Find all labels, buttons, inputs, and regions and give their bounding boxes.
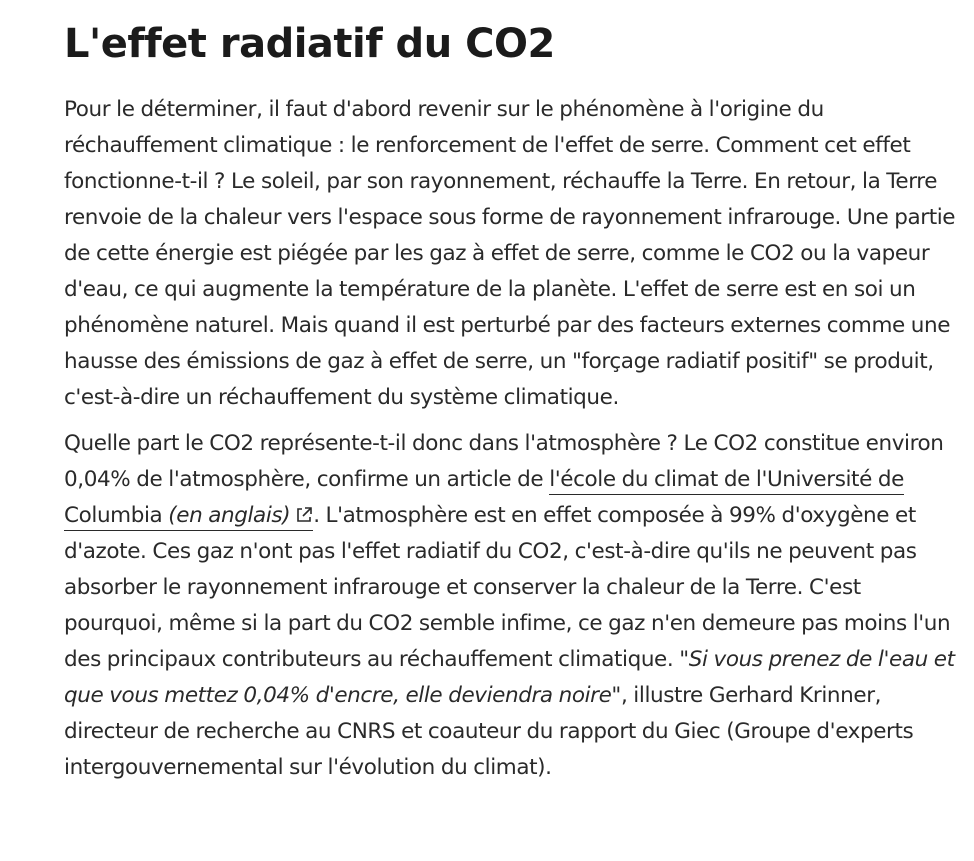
paragraph-text-before-link: Quelle part le CO2 représente-t-il donc dans l'atmosphère ? Le CO2 constitue environ 0,04% de l'atmosphère, confirme un article de [64,431,944,492]
link-label[interactable]: l'école du climat de l'Université de Columbia [64,467,904,528]
paragraph-greenhouse-effect: Pour le déterminer, il faut d'abord revenir sur le phénomène à l'origine du réchauffement climatique : le renforcement de l'effet de serre. Comment cet effet fonctionne-t-il ? Le soleil, par son rayonnement, réchauffe la Terre. En retour, la Terre renvoie de la chaleur vers l'espace sous forme de rayonnement infrarouge. Une partie de cette énergie est piégée par les gaz à effet de serre, comme le CO2 ou la vapeur d'eau, ce qui augmente la température de la planète. L'effet de serre est en soi un phénomène naturel. Mais quand il est perturbé par des facteurs externes comme une hausse des émissions de gaz à effet de serre, un "forçage radiatif positif" se produit, c'est-à-dire un réchauffement du système climatique. [64,97,956,410]
external-link-icon[interactable] [295,506,313,524]
paragraph-co2-share [64,426,964,786]
article [64,18,964,796]
paragraph-text-after-link: . L'atmosphère est en effet composée à 99% d'oxygène et d'azote. Ces gaz n'ont pas l'effet radiatif du CO2, c'est-à-dire qu'ils ne peuvent pas absorber le rayonnement infrarouge et conserver la chaleur de la Terre. C'est pourquoi, même si la part du CO2 semble infime, ce gaz n'en demeure pas moins l'un des principaux contributeurs au réchauffement climatique. [64,503,951,672]
section-title: L'effet radiatif du CO2 [64,21,555,67]
paragraph-text-after-quote: , illustre Gerhard Krinner, directeur de recherche au CNRS et coauteur du rapport du Giec (Groupe d'experts intergouvernemental sur l'évolution du climat). [64,683,914,780]
ink-quote: "Si vous prenez de l'eau et que vous mettez 0,04% d'encre, elle deviendra noire" [64,647,955,708]
link-language-note[interactable]: (en anglais) [168,503,291,528]
